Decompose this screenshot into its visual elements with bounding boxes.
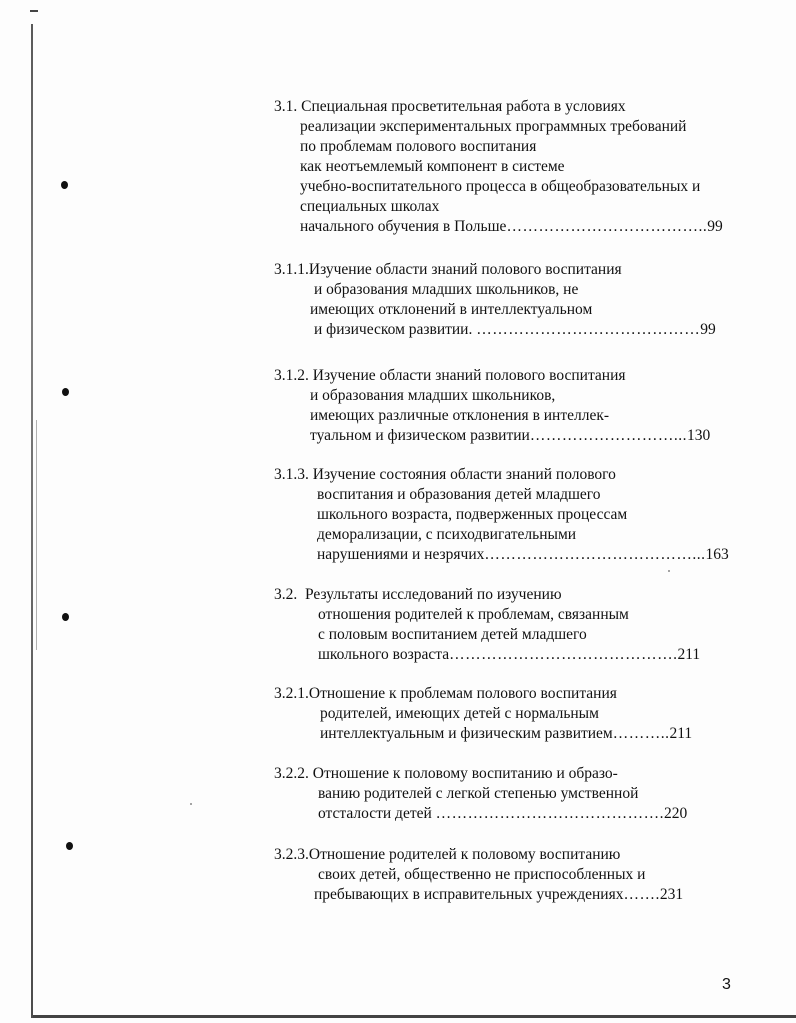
toc-entry-number: 3.1.3. bbox=[274, 466, 309, 483]
toc-entry-title: Результаты исследований по изучению bbox=[305, 586, 562, 603]
toc-entry-line: отношения родителей к проблемам, связанным bbox=[318, 606, 629, 623]
toc-entry-line: школьного возраста, подверженных процессам bbox=[317, 506, 628, 523]
toc-entry-heading bbox=[274, 97, 723, 117]
toc-entry-line: имеющих различные отклонения в интеллек- bbox=[310, 407, 610, 424]
toc-leader-dots: ……………………………….. bbox=[506, 218, 708, 235]
toc-entry-3-2-3 bbox=[274, 845, 683, 905]
toc-entry-3-1-1 bbox=[274, 260, 716, 340]
scan-mark bbox=[30, 10, 38, 12]
toc-page-number: 99 bbox=[700, 321, 716, 338]
toc-entry-line: отсталости детей bbox=[318, 805, 436, 822]
toc-entry-title: Отношение родителей к половому воспитанию bbox=[308, 846, 621, 863]
toc-entry-last-line bbox=[274, 545, 729, 565]
toc-leader-dots: ……………………………………. bbox=[435, 805, 665, 822]
toc-entry-heading bbox=[274, 366, 710, 386]
toc-entry-last-line bbox=[274, 804, 687, 824]
toc-page-number: 231 bbox=[659, 886, 684, 903]
toc-entry-line: ванию родителей с легкой степенью умственной bbox=[318, 785, 639, 802]
toc-entry-last-line bbox=[274, 645, 700, 665]
toc-entry-line: учебно-воспитательного процесса в общеобразовательных и bbox=[300, 178, 701, 195]
toc-entry-heading bbox=[274, 684, 692, 704]
toc-entry-line: школьного возраста bbox=[318, 646, 450, 663]
toc-entry-3-1 bbox=[274, 97, 723, 237]
toc-entry-title: Изучение состояния области знаний полового bbox=[312, 466, 616, 483]
toc-entry-heading bbox=[274, 260, 716, 280]
toc-entry-3-2-2 bbox=[274, 764, 687, 824]
toc-entry-number: 3.1. bbox=[274, 98, 298, 115]
toc-leader-dots: ……….. bbox=[612, 725, 670, 742]
toc-entry-last-line bbox=[274, 724, 692, 744]
toc-entry-title: Отношение к проблемам полового воспитания bbox=[308, 685, 617, 702]
toc-page-number: 130 bbox=[686, 427, 711, 444]
scan-speck bbox=[190, 803, 192, 805]
toc-entry-line: деморализации, с психодвигательными bbox=[317, 526, 577, 543]
toc-entry-heading bbox=[274, 764, 687, 784]
toc-page-number: 99 bbox=[707, 218, 723, 235]
toc-entry-line: пребывающих в исправительных учреждениях bbox=[314, 886, 624, 903]
toc-entry-line: как неотъемлемый компонент в системе bbox=[300, 158, 565, 175]
toc-entry-title: Специальная просветительная работа в условиях bbox=[301, 98, 626, 115]
toc-entry-line: и физическом развитии. bbox=[314, 321, 477, 338]
toc-entry-last-line bbox=[274, 426, 710, 446]
toc-leader-dots: …………………………………... bbox=[484, 546, 706, 563]
toc-entry-line: по проблемам полового воспитания bbox=[300, 138, 537, 155]
toc-entry-number: 3.1.2. bbox=[274, 367, 309, 384]
toc-leader-dots: ………………………... bbox=[529, 427, 687, 444]
toc-entry-title: Отношение к половому воспитанию и образо- bbox=[312, 765, 618, 782]
binding-hole bbox=[61, 181, 68, 189]
toc-entry-number: 3.2.2. bbox=[274, 765, 309, 782]
toc-page-number: 211 bbox=[669, 725, 693, 742]
scan-left-edge-inner bbox=[36, 420, 37, 650]
toc-entry-line: начального обучения в Польше bbox=[300, 218, 507, 235]
binding-hole bbox=[62, 388, 69, 396]
scan-bottom-edge bbox=[33, 1015, 796, 1018]
toc-entry-heading bbox=[274, 845, 683, 865]
toc-entry-last-line bbox=[274, 217, 723, 237]
toc-entry-last-line bbox=[274, 320, 716, 340]
toc-entry-3-2-1 bbox=[274, 684, 692, 744]
toc-entry-line: родителей, имеющих детей с нормальным bbox=[320, 705, 599, 722]
toc-entry-line: с половым воспитанием детей младшего bbox=[318, 626, 587, 643]
toc-leader-dots: ……………………………………. bbox=[449, 646, 678, 663]
toc-entry-number: 3.2.3. bbox=[274, 846, 309, 863]
scan-speck bbox=[668, 570, 670, 572]
toc-entry-title: Изучение области знаний полового воспитания bbox=[308, 261, 622, 278]
toc-entry-last-line bbox=[274, 885, 683, 905]
toc-entry-line: и образования младших школьников, не bbox=[314, 281, 579, 298]
toc-page-number: 163 bbox=[705, 546, 729, 563]
toc-entry-3-1-2 bbox=[274, 366, 710, 446]
toc-entry-number: 3.1.1. bbox=[274, 261, 309, 278]
toc-entry-line: нарушениями и незрячих bbox=[317, 546, 485, 563]
toc-entry-3-1-3 bbox=[274, 465, 729, 565]
binding-hole bbox=[62, 613, 69, 621]
toc-entry-number: 3.2.1. bbox=[274, 685, 309, 702]
toc-entry-line: и образования младших школьников, bbox=[310, 387, 556, 404]
toc-entry-number: 3.2. bbox=[274, 586, 298, 603]
toc-entry-3-2 bbox=[274, 585, 700, 665]
toc-entry-line: воспитания и образования детей младшего bbox=[317, 486, 601, 503]
scan-left-edge bbox=[31, 24, 33, 1018]
toc-page-number: 211 bbox=[677, 646, 701, 663]
page-number: 3 bbox=[722, 976, 731, 993]
toc-entry-line: своих детей, общественно не приспособленных и bbox=[318, 866, 646, 883]
toc-entry-title: Изучение области знаний полового воспитания bbox=[312, 367, 626, 384]
toc-entry-heading bbox=[274, 465, 729, 485]
toc-entry-line: туальном и физическом развитии bbox=[310, 427, 530, 444]
toc-entry-heading bbox=[274, 585, 700, 605]
toc-leader-dots: ……. bbox=[623, 886, 660, 903]
toc-page-number: 220 bbox=[664, 805, 688, 822]
toc-entry-line: интеллектуальным и физическим развитием bbox=[320, 725, 613, 742]
toc-entry-line: специальных школах bbox=[300, 198, 440, 215]
toc-leader-dots: …………………………………… bbox=[476, 321, 701, 338]
toc-entry-line: имеющих отклонений в интеллектуальном bbox=[310, 301, 593, 318]
toc-entry-line: реализации экспериментальных программных требований bbox=[300, 118, 687, 135]
binding-hole bbox=[66, 842, 73, 850]
